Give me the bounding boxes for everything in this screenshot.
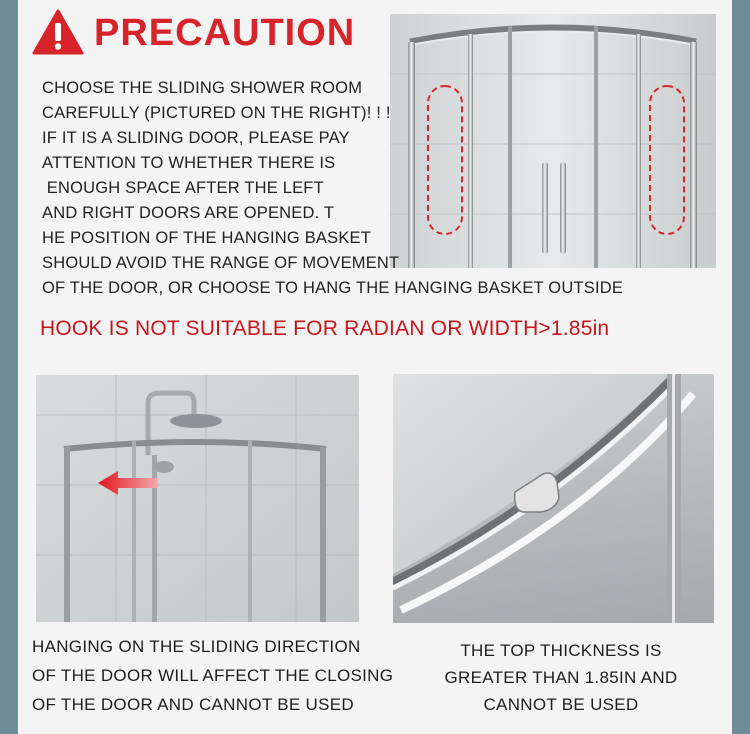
intro-line: HE POSITION OF THE HANGING BASKET xyxy=(42,229,372,247)
intro-line: ENOUGH SPACE AFTER THE LEFT xyxy=(42,179,324,197)
intro-line: OF THE DOOR, OR CHOOSE TO HANG THE HANGING BASKET OUTSIDE xyxy=(42,279,624,297)
intro-line: CHOOSE THE SLIDING SHOWER ROOM xyxy=(42,79,363,97)
hook-warning-text: HOOK IS NOT SUITABLE FOR RADIAN OR WIDTH>1.85in xyxy=(40,317,610,340)
caption-line: OF THE DOOR AND CANNOT BE USED xyxy=(32,695,354,714)
intro-line: IF IT IS A SLIDING DOOR, PLEASE PAY xyxy=(42,129,350,147)
page-title: PRECAUTION xyxy=(94,12,356,54)
intro-text xyxy=(42,76,682,301)
top-thickness-caption xyxy=(430,637,692,718)
caption-line: HANGING ON THE SLIDING DIRECTION xyxy=(32,637,361,656)
caption-line: OF THE DOOR WILL AFFECT THE CLOSING xyxy=(32,666,394,685)
caption-line: CANNOT BE USED xyxy=(483,695,639,714)
warning-triangle-icon xyxy=(32,9,84,55)
intro-line: AND RIGHT DOORS ARE OPENED. T xyxy=(42,204,335,222)
intro-line: ATTENTION TO WHETHER THERE IS xyxy=(42,154,336,172)
shower-sliding-direction-photo xyxy=(36,375,359,622)
intro-line: SHOULD AVOID THE RANGE OF MOVEMENT xyxy=(42,254,400,272)
sliding-direction-caption xyxy=(32,632,393,719)
caption-line: THE TOP THICKNESS IS xyxy=(460,641,662,660)
intro-line: CAREFULLY (PICTURED ON THE RIGHT)! ! ! xyxy=(42,104,391,122)
curved-frame-hook-photo xyxy=(393,374,714,623)
caption-line: GREATER THAN 1.85IN AND xyxy=(444,668,678,687)
